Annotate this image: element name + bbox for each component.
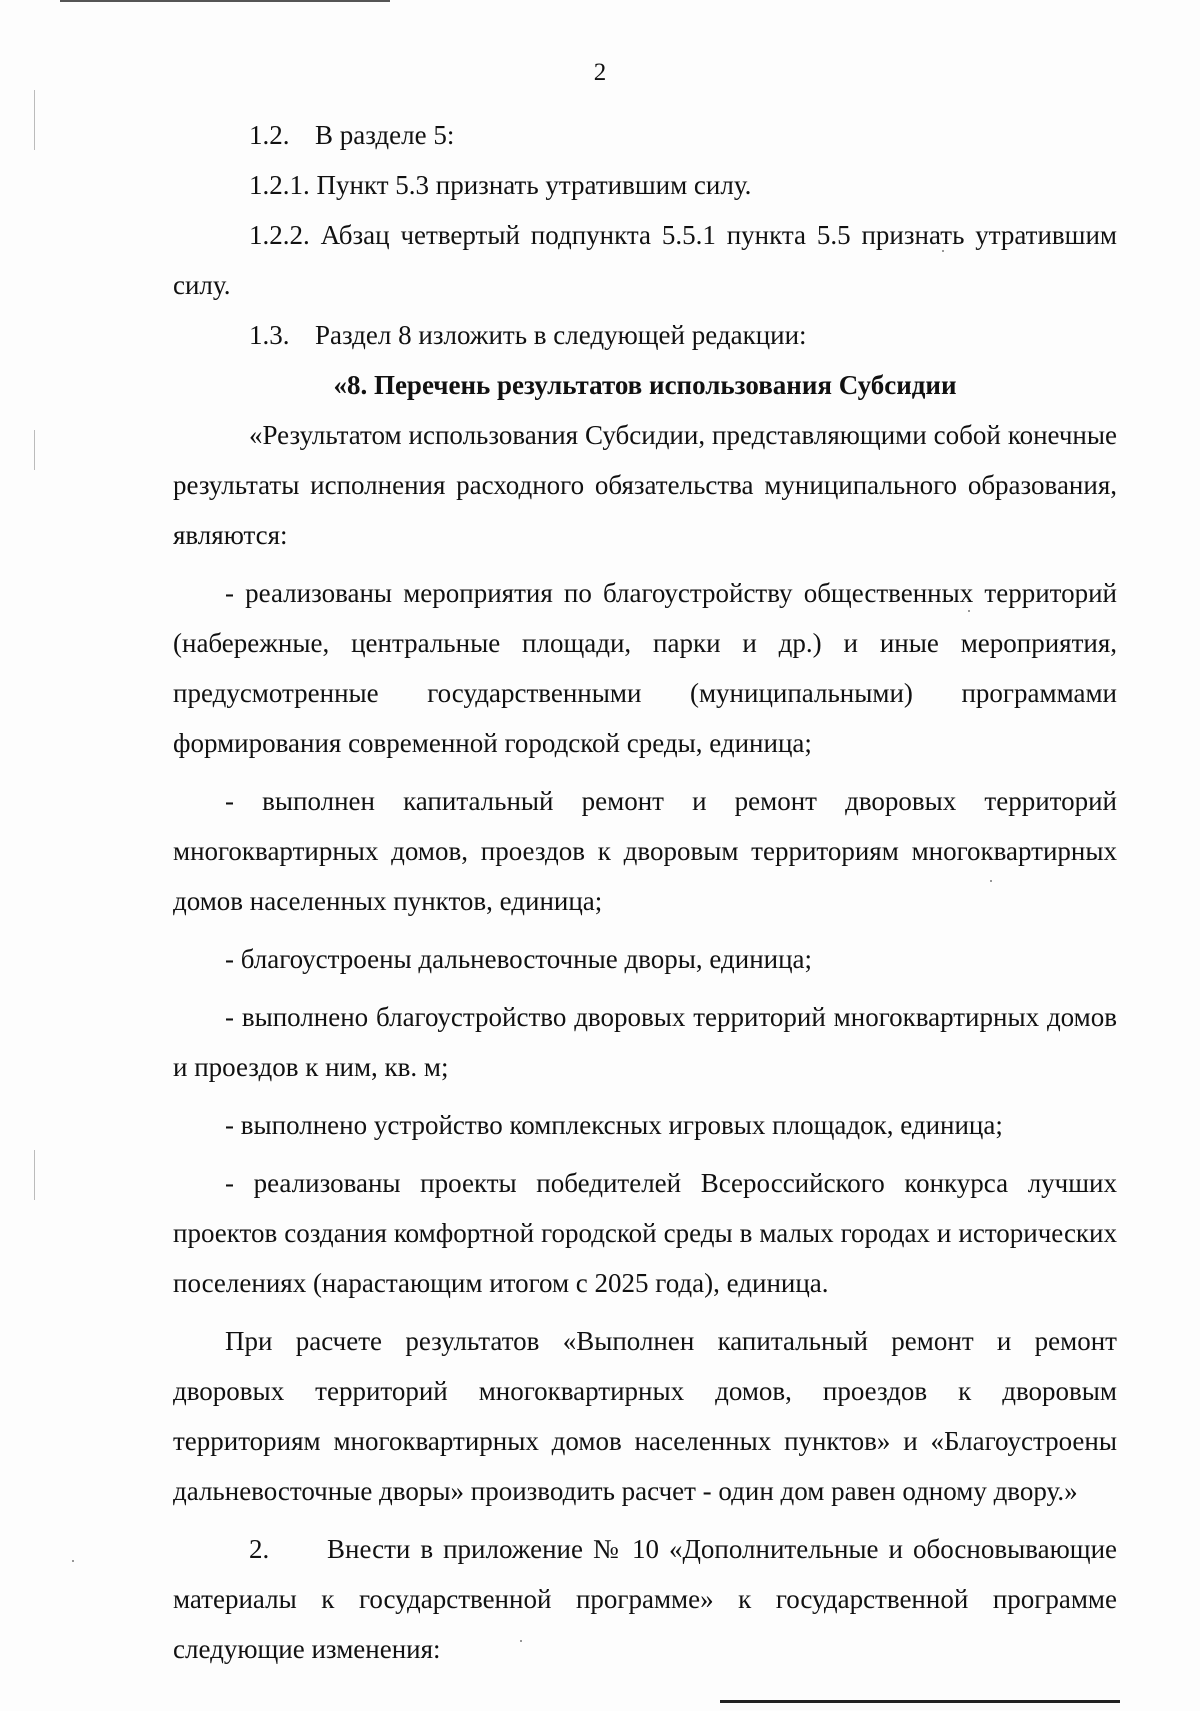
- scan-margin-mark: [34, 1150, 35, 1200]
- clause-text: Внести в приложение № 10 «Дополнительные и обосновывающие материалы к государственной программе» к государственной программе следующие изменения:: [173, 1534, 1117, 1664]
- clause-number: 1.2.: [249, 120, 290, 150]
- list-item-public-territories: - реализованы мероприятия по благоустройству общественных территорий (набережные, центральные площади, парки и др.) и иные мероприятия, предусмотренные государственными (муниципальными) программами формирования современной городской среды, единица;: [173, 578, 1117, 758]
- paragraph-1-2: [173, 110, 1117, 160]
- list-item-playgrounds: - выполнено устройство комплексных игровых площадок, единица;: [225, 1110, 1003, 1140]
- paragraph-1-3: [173, 310, 1117, 360]
- paragraph-1-2-2: 1.2.2. Абзац четвертый подпункта 5.5.1 пункта 5.5 признать утратившим силу.: [173, 220, 1117, 300]
- page-number: 2: [593, 59, 607, 86]
- scan-margin-mark: [34, 90, 35, 150]
- section-heading: «8. Перечень результатов использования Субсидии: [333, 370, 957, 400]
- scan-edge-bottom: [720, 1700, 1120, 1703]
- scan-edge-top: [60, 0, 390, 2]
- paragraph-calculation-note: При расчете результатов «Выполнен капитальный ремонт и ремонт дворовых территорий многоквартирных домов, проездов к дворовым территориям многоквартирных домов населенных пунктов» и «Благоустроены дальневосточные дворы» производить расчет - один дом равен одному двору.»: [173, 1326, 1117, 1506]
- paragraph-results-intro: «Результатом использования Субсидии, представляющими собой конечные результаты исполнения расходного обязательства муниципального образования, являются:: [173, 420, 1117, 550]
- paragraph-2: [173, 1524, 1117, 1674]
- clause-number: 1.3.: [249, 320, 290, 350]
- list-item-contest-projects: - реализованы проекты победителей Всероссийского конкурса лучших проектов создания комфортной городской среды в малых городах и исторических поселениях (нарастающим итогом с 2025 года), единица.: [173, 1168, 1117, 1298]
- clause-text: Раздел 8 изложить в следующей редакции:: [315, 320, 807, 350]
- list-item-courtyard-repair: - выполнен капитальный ремонт и ремонт дворовых территорий многоквартирных домов, проездов к дворовым территориям многоквартирных домов населенных пунктов, единица;: [173, 786, 1117, 916]
- scan-margin-mark: [34, 430, 35, 470]
- paragraph-1-2-1: 1.2.1. Пункт 5.3 признать утратившим силу.: [249, 170, 752, 200]
- clause-text: В разделе 5:: [315, 120, 455, 150]
- document-body: [173, 110, 1117, 1674]
- clause-number: 2.: [249, 1534, 270, 1564]
- list-item-courtyard-improvement: - выполнено благоустройство дворовых территорий многоквартирных домов и проездов к ним, кв. м;: [173, 1002, 1117, 1082]
- scan-speck: [72, 1560, 74, 1562]
- list-item-far-east-yards: - благоустроены дальневосточные дворы, единица;: [225, 944, 813, 974]
